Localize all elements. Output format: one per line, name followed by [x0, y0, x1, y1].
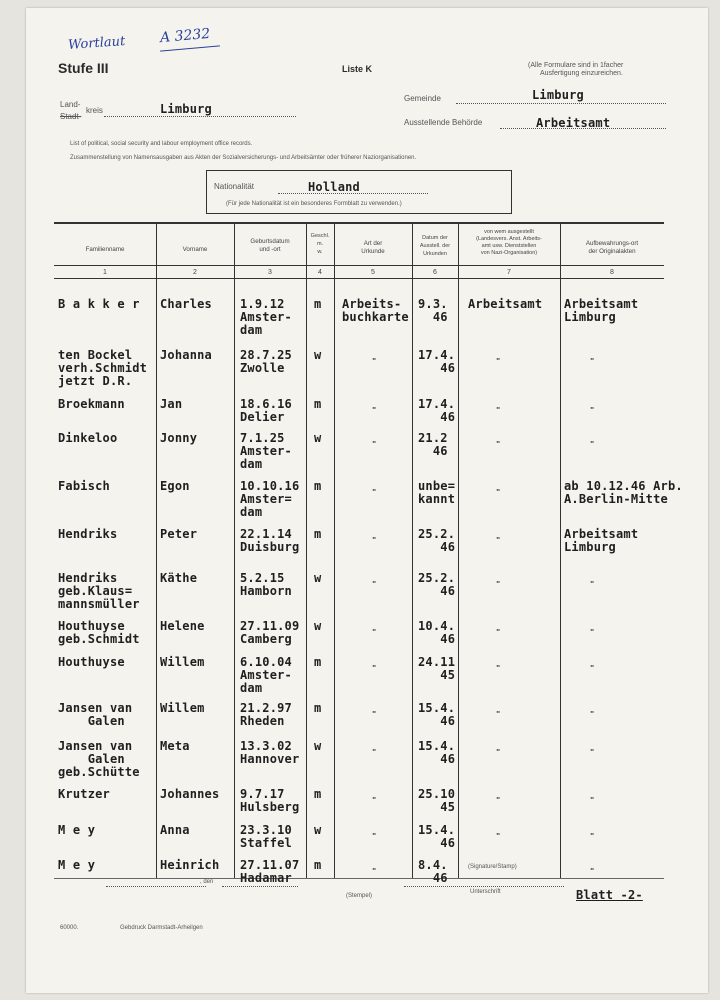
- aufbewahrung-cell: Arbeitsamt Limburg: [564, 527, 639, 554]
- unterschrift-label: Unterschrift: [470, 889, 501, 895]
- aufbewahrung-cell: ": [590, 406, 595, 414]
- urkunde-cell: ": [372, 832, 377, 840]
- stufe-title: Stufe III: [58, 60, 109, 76]
- vorname-cell: Charles: [160, 297, 212, 311]
- aufbewahrung-cell: ": [590, 357, 595, 365]
- col-num-5: 5: [371, 269, 375, 276]
- von-wem-cell: ": [496, 748, 501, 756]
- stempel-label: (Stempel): [346, 893, 373, 899]
- geburt-cell: 5.2.15 Hamborn: [240, 571, 292, 598]
- von-wem-cell: ": [496, 796, 501, 804]
- geschlecht-cell: w: [314, 571, 322, 585]
- urkunde-cell: Arbeits- buchkarte: [342, 297, 409, 324]
- familienname-cell: Houthuyse: [58, 655, 125, 669]
- kreis-label: kreis: [86, 106, 103, 115]
- geburt-cell: 22.1.14 Duisburg: [240, 527, 300, 554]
- von-wem-cell: ": [496, 406, 501, 414]
- aufbewahrung-cell: ": [590, 580, 595, 588]
- handwritten-underline: [160, 45, 220, 51]
- familienname-cell: Broekmann: [58, 397, 125, 411]
- nationality-value: Holland: [308, 180, 360, 194]
- geburt-cell: 7.1.25 Amster- dam: [240, 431, 292, 471]
- geburt-cell: 21.2.97 Rheden: [240, 701, 292, 728]
- gemeinde-line: [456, 103, 666, 105]
- geburt-cell: 23.3.10 Staffel: [240, 823, 292, 850]
- document-page: [26, 8, 708, 993]
- col-num-3: 3: [268, 269, 272, 276]
- datum-cell: 25.10 45: [418, 787, 456, 814]
- von-wem-cell: ": [496, 580, 501, 588]
- nationality-line: [278, 193, 428, 195]
- geschlecht-cell: m: [314, 479, 322, 493]
- col-divider-2: [234, 224, 235, 878]
- von-wem-cell: (Signature/Stamp): [468, 864, 517, 870]
- familienname-cell: M e y: [58, 858, 96, 872]
- geschlecht-cell: w: [314, 823, 322, 837]
- datum-cell: 17.4. 46: [418, 397, 456, 424]
- geschlecht-cell: m: [314, 787, 322, 801]
- datum-cell: 15.4. 46: [418, 739, 456, 766]
- behoerde-label: Ausstellende Behörde: [404, 118, 483, 127]
- col-divider-1: [156, 224, 157, 878]
- description-de: Zusammenstellung von Namensausgaben aus Akten der Sozialversicherungs- und Arbeitsämter oder früherer Naziorganisationen.: [70, 155, 417, 161]
- footer-place-line: [106, 886, 206, 888]
- printer-imprint: Gebdruck Darmstadt-Arheilgen: [120, 925, 203, 931]
- geschlecht-cell: m: [314, 701, 322, 715]
- col-header-geburt: Geburtsdatum und -ort: [250, 238, 290, 253]
- von-wem-cell: ": [496, 832, 501, 840]
- vorname-cell: Käthe: [160, 571, 198, 585]
- familienname-cell: B a k k e r: [58, 297, 140, 311]
- col-divider-6: [458, 224, 459, 878]
- familienname-cell: Dinkeloo: [58, 431, 118, 445]
- aufbewahrung-cell: ": [590, 832, 595, 840]
- den-label: , den: [200, 879, 214, 885]
- behoerde-value: Arbeitsamt: [536, 116, 611, 130]
- familienname-cell: Krutzer: [58, 787, 110, 801]
- datum-cell: 21.2 46: [418, 431, 448, 458]
- geschlecht-cell: w: [314, 619, 322, 633]
- vorname-cell: Heinrich: [160, 858, 220, 872]
- col-header-von-wem: von wem ausgestellt (Landesvers. Anst. Arbeits- amt usw. Dienststellen von Nazi-Organisation): [476, 229, 542, 256]
- vorname-cell: Helene: [160, 619, 205, 633]
- familienname-cell: Hendriks geb.Klaus= mannsmüller: [58, 571, 140, 611]
- handwritten-note: Wortlaut: [67, 34, 126, 53]
- urkunde-cell: ": [372, 488, 377, 496]
- geschlecht-cell: w: [314, 431, 322, 445]
- familienname-cell: Hendriks: [58, 527, 118, 541]
- urkunde-cell: ": [372, 440, 377, 448]
- col-divider-5: [412, 224, 413, 878]
- von-wem-cell: Arbeitsamt: [468, 297, 543, 311]
- urkunde-cell: ": [372, 536, 377, 544]
- geburt-cell: 9.7.17 Hulsberg: [240, 787, 300, 814]
- geburt-cell: 27.11.09 Camberg: [240, 619, 300, 646]
- geschlecht-cell: w: [314, 348, 322, 362]
- datum-cell: unbe= kannt: [418, 479, 456, 506]
- aufbewahrung-cell: ": [590, 440, 595, 448]
- footer-date-line: [222, 886, 298, 888]
- datum-cell: 9.3. 46: [418, 297, 448, 324]
- vorname-cell: Willem: [160, 655, 205, 669]
- datum-cell: 25.2. 46: [418, 527, 456, 554]
- col-num-4: 4: [318, 269, 322, 276]
- gemeinde-value: Limburg: [532, 88, 584, 102]
- datum-cell: 17.4. 46: [418, 348, 456, 375]
- vorname-cell: Johannes: [160, 787, 220, 801]
- vorname-cell: Egon: [160, 479, 190, 493]
- datum-cell: 24.11 45: [418, 655, 456, 682]
- land-label: Land-: [60, 100, 81, 109]
- col-num-1: 1: [103, 269, 107, 276]
- form-note-line2: Ausfertigung einzureichen.: [540, 70, 623, 77]
- urkunde-cell: ": [372, 867, 377, 875]
- form-note-line1: (Alle Formulare sind in 1facher: [528, 62, 624, 69]
- vorname-cell: Jonny: [160, 431, 198, 445]
- vorname-cell: Meta: [160, 739, 190, 753]
- aufbewahrung-cell: Arbeitsamt Limburg: [564, 297, 639, 324]
- vorname-cell: Jan: [160, 397, 183, 411]
- col-num-6: 6: [433, 269, 437, 276]
- col-header-aufbewahrung: Aufbewahrungs-ort der Originalakten: [585, 240, 639, 255]
- urkunde-cell: ": [372, 406, 377, 414]
- geschlecht-cell: w: [314, 739, 322, 753]
- table-number-rule: [54, 278, 664, 279]
- vorname-cell: Willem: [160, 701, 205, 715]
- geschlecht-cell: m: [314, 527, 322, 541]
- col-header-vorname: Vorname: [182, 246, 208, 253]
- behoerde-line: [500, 128, 666, 130]
- nationality-label: Nationalität: [214, 182, 255, 191]
- vorname-cell: Johanna: [160, 348, 212, 362]
- von-wem-cell: ": [496, 440, 501, 448]
- geburt-cell: 18.6.16 Delier: [240, 397, 292, 424]
- col-divider-7: [560, 224, 561, 878]
- stadt-label: Stadt-: [60, 112, 82, 121]
- von-wem-cell: ": [496, 628, 501, 636]
- aufbewahrung-cell: ": [590, 664, 595, 672]
- geburt-cell: 10.10.16 Amster= dam: [240, 479, 300, 519]
- geschlecht-cell: m: [314, 297, 322, 311]
- urkunde-cell: ": [372, 664, 377, 672]
- col-divider-4: [334, 224, 335, 878]
- aufbewahrung-cell: ": [590, 796, 595, 804]
- datum-cell: 15.4. 46: [418, 823, 456, 850]
- handwritten-code: A 3232: [159, 25, 211, 47]
- table-header-rule: [54, 265, 664, 266]
- geschlecht-cell: m: [314, 858, 322, 872]
- col-header-familienname: Familienname: [85, 246, 125, 253]
- von-wem-cell: ": [496, 710, 501, 718]
- geburt-cell: 27.11.07 Hadamar: [240, 858, 300, 885]
- col-divider-3: [306, 224, 307, 878]
- familienname-cell: Jansen van Galen geb.Schütte: [58, 739, 140, 779]
- familienname-cell: Fabisch: [58, 479, 110, 493]
- von-wem-cell: ": [496, 357, 501, 365]
- kreis-line: [104, 116, 296, 118]
- gemeinde-label: Gemeinde: [404, 94, 441, 103]
- col-num-2: 2: [193, 269, 197, 276]
- blatt-number: Blatt -2-: [576, 888, 643, 902]
- urkunde-cell: ": [372, 796, 377, 804]
- von-wem-cell: ": [496, 488, 501, 496]
- urkunde-cell: ": [372, 748, 377, 756]
- datum-cell: 25.2. 46: [418, 571, 456, 598]
- familienname-cell: Jansen van Galen: [58, 701, 133, 728]
- table-top-rule: [54, 222, 664, 224]
- geburt-cell: 28.7.25 Zwolle: [240, 348, 292, 375]
- liste-title: Liste K: [342, 64, 373, 74]
- geschlecht-cell: m: [314, 655, 322, 669]
- von-wem-cell: ": [496, 536, 501, 544]
- vorname-cell: Peter: [160, 527, 198, 541]
- aufbewahrung-cell: ": [590, 867, 595, 875]
- table-bottom-rule: [54, 878, 664, 879]
- col-num-8: 8: [610, 269, 614, 276]
- kreis-value: Limburg: [160, 102, 212, 116]
- aufbewahrung-cell: ": [590, 628, 595, 636]
- geburt-cell: 13.3.02 Hannover: [240, 739, 300, 766]
- form-number: 60000.: [60, 925, 79, 931]
- urkunde-cell: ": [372, 628, 377, 636]
- familienname-cell: M e y: [58, 823, 96, 837]
- vorname-cell: Anna: [160, 823, 190, 837]
- familienname-cell: Houthuyse geb.Schmidt: [58, 619, 140, 646]
- urkunde-cell: ": [372, 710, 377, 718]
- urkunde-cell: ": [372, 580, 377, 588]
- datum-cell: 15.4. 46: [418, 701, 456, 728]
- geburt-cell: 1.9.12 Amster- dam: [240, 297, 292, 337]
- geburt-cell: 6.10.04 Amster- dam: [240, 655, 292, 695]
- geschlecht-cell: m: [314, 397, 322, 411]
- von-wem-cell: ": [496, 664, 501, 672]
- col-header-art: Art der Urkunde: [361, 240, 385, 255]
- datum-cell: 8.4. 46: [418, 858, 448, 885]
- aufbewahrung-cell: ": [590, 748, 595, 756]
- urkunde-cell: ": [372, 357, 377, 365]
- nationality-note: (Für jede Nationalität ist ein besonderes Formblatt zu verwenden.): [226, 201, 402, 207]
- aufbewahrung-cell: ": [590, 710, 595, 718]
- familienname-cell: ten Bockel verh.Schmidt jetzt D.R.: [58, 348, 148, 388]
- col-header-geschlecht: Geschl. m. w.: [310, 233, 330, 255]
- datum-cell: 10.4. 46: [418, 619, 456, 646]
- col-header-datum: Datum der Ausstell. der Urkunden: [419, 235, 451, 257]
- description-en: List of political, social security and labour employment office records.: [70, 141, 253, 147]
- aufbewahrung-cell: ab 10.12.46 Arb. A.Berlin-Mitte: [564, 479, 683, 506]
- col-num-7: 7: [507, 269, 511, 276]
